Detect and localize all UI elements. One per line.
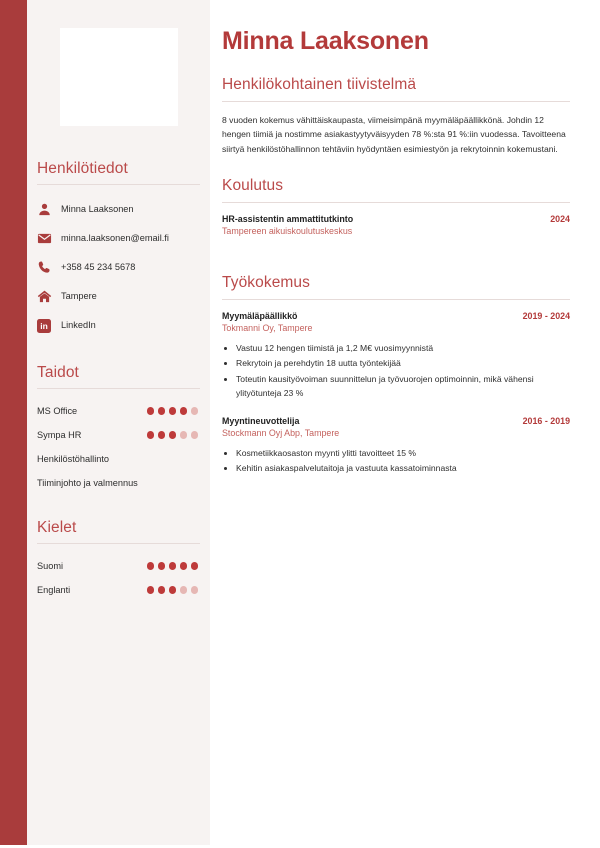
contact-heading: Henkilötiedot [37, 160, 128, 177]
language-item [37, 554, 200, 578]
experience-employer: Tokmanni Oy, Tampere [222, 322, 313, 333]
experience-date: 2019 - 2024 [522, 310, 570, 321]
experience-entry-head [222, 311, 570, 321]
page-title: Minna Laaksonen [222, 27, 429, 55]
sidebar [27, 0, 210, 845]
education-date: 2024 [550, 213, 570, 224]
contact-item-linkedin[interactable] [37, 311, 200, 340]
contact-item-name [37, 195, 200, 224]
contact-list [37, 195, 200, 340]
rating-dot [180, 407, 188, 415]
language-label: Suomi [37, 561, 64, 571]
bullet-item: • Kosmetiikkaosaston myynti ylitti tavoitteet 15 % [236, 447, 570, 461]
experience-bullets [222, 342, 570, 401]
education-divider [222, 202, 570, 203]
language-label: Englanti [37, 585, 71, 595]
experience-entry [222, 416, 582, 476]
rating-dot [158, 431, 166, 439]
skill-label: MS Office [37, 406, 78, 416]
contact-divider [37, 184, 200, 185]
education-heading: Koulutus [222, 176, 284, 194]
education-entry-head [222, 214, 570, 224]
rating-dot [169, 586, 177, 594]
contact-item-location [37, 282, 200, 311]
spacer [37, 495, 200, 519]
skill-label: Tiiminjohto ja valmennus [37, 478, 138, 488]
rating-dot [191, 407, 199, 415]
rating-dot [147, 562, 155, 570]
skill-item [37, 447, 200, 471]
bullet-item: • Kehitin asiakaspalvelutaitoja ja vastuuta kassatoiminnasta [236, 462, 570, 476]
spacer [37, 340, 200, 364]
experience-employer: Stockmann Oyj Abp, Tampere [222, 428, 340, 439]
sidebar-content [37, 160, 200, 602]
contact-item-email[interactable] [37, 224, 200, 253]
bullet-item: • Vastuu 12 hengen tiimistä ja 1,2 M€ vuosimyynnistä [236, 342, 570, 356]
contact-phone-text: +358 45 234 5678 [61, 261, 136, 272]
rating-dot [147, 407, 155, 415]
experience-entry [222, 311, 582, 401]
linkedin-badge-text: in [37, 319, 51, 333]
contact-name-text: Minna Laaksonen [61, 203, 134, 214]
skills-heading: Taidot [37, 364, 79, 381]
skill-rating-dots [147, 431, 199, 439]
left-accent-bar [0, 0, 27, 845]
experience-divider [222, 299, 570, 300]
rating-dot [147, 431, 155, 439]
skill-item [37, 399, 200, 423]
rating-dot [191, 586, 199, 594]
section-skills [37, 364, 200, 495]
envelope-icon [37, 231, 61, 246]
skills-list [37, 399, 200, 495]
main-content [222, 0, 582, 478]
summary-divider [222, 101, 570, 102]
linkedin-icon [37, 319, 61, 333]
language-item [37, 578, 200, 602]
rating-dot [158, 407, 166, 415]
education-institution: Tampereen aikuiskoulutuskeskus [222, 225, 353, 236]
contact-email-text: minna.laaksonen@email.fi [61, 232, 169, 243]
languages-heading: Kielet [37, 519, 77, 536]
education-degree: HR-assistentin ammattitutkinto [222, 213, 354, 224]
experience-heading: Työkokemus [222, 273, 311, 291]
rating-dot [169, 431, 177, 439]
contact-linkedin-text: LinkedIn [61, 319, 96, 330]
section-contact [37, 160, 200, 340]
section-languages [37, 519, 200, 602]
experience-role: Myymäläpäällikkö [222, 310, 298, 321]
spacer [222, 402, 582, 416]
photo-placeholder [60, 28, 178, 126]
skill-label: Sympa HR [37, 430, 82, 440]
rating-dot [158, 586, 166, 594]
rating-dot [191, 431, 199, 439]
skill-label: Henkilöstöhallinto [37, 454, 110, 464]
contact-item-phone[interactable] [37, 253, 200, 282]
experience-role: Myyntineuvottelija [222, 416, 300, 427]
skills-divider [37, 388, 200, 389]
summary-text: 8 vuoden kokemus vähittäiskaupasta, viimeisimpänä myymäläpäällikkönä. Johdin 12 hengen tiimiä ja nostimme asiakastyytyväisyyden 78 %:sta 91 %:iin vuodessa. Tavoitteena siirtyä henkilöstöhallinnon tehtäviin hyödyntäen esimiestyön ja rekrytoinnin kokemustani. [222, 114, 566, 155]
rating-dot [180, 586, 188, 594]
phone-icon [37, 260, 61, 275]
contact-location-text: Tampere [61, 290, 97, 301]
home-icon [37, 289, 61, 304]
spacer [222, 236, 582, 254]
rating-dot [169, 407, 177, 415]
languages-list [37, 554, 200, 602]
skill-item [37, 471, 200, 495]
rating-dot [180, 431, 188, 439]
experience-entry-head [222, 416, 570, 426]
rating-dot [191, 562, 199, 570]
rating-dot [180, 562, 188, 570]
rating-dot [158, 562, 166, 570]
language-rating-dots [147, 562, 199, 570]
rating-dot [147, 586, 155, 594]
person-icon [37, 202, 61, 217]
education-entry [222, 214, 582, 236]
experience-date: 2016 - 2019 [522, 416, 570, 427]
summary-heading: Henkilökohtainen tiivistelmä [222, 75, 417, 93]
language-rating-dots [147, 586, 199, 594]
bullet-item: • Toteutin kausityövoiman suunnittelun ja työvuorojen optimoinnin, mikä vähensi ylityötunteja 23 % [236, 373, 570, 401]
bullet-item: • Rekrytoin ja perehdytin 18 uutta työntekijää [236, 357, 570, 371]
rating-dot [169, 562, 177, 570]
experience-bullets [222, 447, 570, 476]
skill-item [37, 423, 200, 447]
skill-rating-dots [147, 407, 199, 415]
languages-divider [37, 543, 200, 544]
